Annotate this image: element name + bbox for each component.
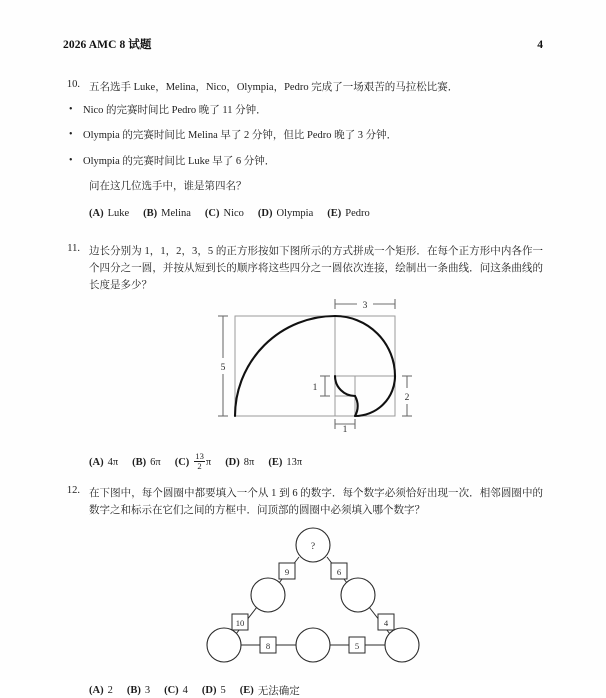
choice-d-value: 5 <box>220 685 226 696</box>
fraction-denominator: 2 <box>197 460 202 471</box>
problem-12 <box>63 485 543 519</box>
choice-b-value: 3 <box>144 685 151 696</box>
problem-10-number: 10. <box>66 79 80 90</box>
choice-e-value: 13π <box>286 456 303 468</box>
square-grid <box>235 316 395 416</box>
dimension-label-top: 3 <box>362 301 368 311</box>
problem-11-statement <box>63 243 543 294</box>
choice-c-value: π <box>205 456 212 468</box>
problem-12-stem: 在下图中，每个圆圈中都要填入一个从 1 到 6 的数字．每个数字必须恰好出现一次．相邻圆圈中的数字之和标示在它们之间的方框中．问顶部的圆圈中必须填入哪个数字？ <box>89 488 543 516</box>
choice-e-value: Pedro <box>345 207 370 219</box>
circle-bottom-left[interactable] <box>207 628 241 662</box>
dimension-label-bottom: 1 <box>342 425 348 435</box>
problem-12-number: 12. <box>66 485 80 496</box>
problem-11-stem: 边长分别为 1，1，2，3，5 的正方形按如下图所示的方式拼成一个矩形．在每个正方形中内各作一个四分之一圆，并按从短到长的顺序将这些四分之一圆依次连接，绘制出一条曲线．问这条曲线的长度是多少？ <box>89 246 543 291</box>
choice-a[interactable] <box>89 457 118 468</box>
choice-d[interactable] <box>202 685 226 696</box>
choice-c-tag: (C) <box>164 685 179 696</box>
choice-b[interactable] <box>127 685 150 696</box>
choice-c-value: 4 <box>182 685 188 696</box>
problem-11-choices <box>89 453 316 471</box>
problem-10-choices <box>63 208 543 219</box>
choice-a-value: 4π <box>107 456 119 468</box>
choice-c[interactable] <box>175 453 211 471</box>
problem-10-statement <box>63 79 543 96</box>
choice-e[interactable] <box>327 208 370 219</box>
page-header <box>63 36 543 52</box>
header-title: 2026 AMC 8 试题 <box>63 39 152 51</box>
dimension-label-left: 5 <box>220 363 226 373</box>
choice-c-fraction <box>194 452 205 470</box>
circle-left-middle[interactable] <box>251 578 285 612</box>
choice-a-value: Luke <box>107 207 130 219</box>
choice-b-tag: (B) <box>132 456 147 468</box>
choice-d-tag: (D) <box>257 207 273 219</box>
choice-a-tag: (A) <box>89 456 104 468</box>
page-number: 4 <box>537 39 543 51</box>
list-item: • Olympia 的完赛时间比 Melina 早了 2 分钟，但比 Pedro 晚了 3 分钟． <box>63 128 543 144</box>
circle-top-label: ? <box>310 542 316 552</box>
choice-b-tag: (B) <box>126 685 141 696</box>
sum-label-top-left: 9 <box>284 567 290 577</box>
choice-e[interactable] <box>240 683 300 698</box>
choice-b[interactable] <box>132 457 161 468</box>
choice-d[interactable] <box>258 208 313 219</box>
choice-b-value: Melina <box>161 207 191 219</box>
choice-c-value: Nico <box>223 207 244 219</box>
choice-d-value: 8π <box>243 456 255 468</box>
sum-label-right: 4 <box>383 618 389 628</box>
choice-e[interactable] <box>268 457 302 468</box>
circle-bottom-middle[interactable] <box>296 628 330 662</box>
choice-a-tag: (A) <box>89 207 104 219</box>
circle-bottom-right[interactable] <box>385 628 419 662</box>
choice-c[interactable] <box>164 685 188 696</box>
choice-d-tag: (D) <box>225 456 240 468</box>
choice-c-tag: (C) <box>174 456 190 468</box>
problem-10 <box>63 79 543 219</box>
choice-c-tag: (C) <box>204 207 220 219</box>
choice-a-value: 2 <box>107 685 113 696</box>
choice-e-value: 无法确定 <box>257 686 300 697</box>
problem-12-choices <box>89 683 314 698</box>
triangle-circles-figure <box>186 527 426 667</box>
dimension-label-right: 2 <box>404 393 410 403</box>
problem-11 <box>63 243 543 294</box>
fibonacci-spiral-figure <box>213 292 428 435</box>
sum-label-left: 10 <box>235 618 245 628</box>
choice-d-tag: (D) <box>201 685 217 696</box>
choice-a-tag: (A) <box>89 685 104 696</box>
sum-label-bottom-right: 5 <box>354 641 360 651</box>
problem-10-bullet-list <box>63 103 543 170</box>
problem-12-statement <box>63 485 543 519</box>
choice-e-tag: (E) <box>268 456 283 468</box>
sum-label-bottom-left: 8 <box>265 641 271 651</box>
choice-d-value: Olympia <box>276 207 314 219</box>
choice-b[interactable] <box>143 208 191 219</box>
spiral-curve <box>235 316 395 416</box>
choice-b-tag: (B) <box>143 207 158 219</box>
dimension-inner <box>320 376 330 396</box>
list-item: • Nico 的完赛时间比 Pedro 晚了 11 分钟． <box>63 103 543 119</box>
choice-e-tag: (E) <box>327 207 342 219</box>
choice-c[interactable] <box>205 208 244 219</box>
choice-e-tag: (E) <box>239 685 254 696</box>
problem-10-stem: 五名选手 Luke，Melina，Nico，Olympia，Pedro 完成了一场艰苦的马拉松比赛． <box>89 82 459 93</box>
problem-11-number: 11. <box>67 243 80 254</box>
choice-b-value: 6π <box>150 456 161 468</box>
fraction-numerator: 13 <box>195 451 204 461</box>
sum-label-top-right: 6 <box>336 567 342 577</box>
choice-a[interactable] <box>89 685 113 696</box>
dimension-label-inner: 1 <box>312 383 318 393</box>
circle-right-middle[interactable] <box>341 578 375 612</box>
choice-a[interactable] <box>89 208 129 219</box>
list-item: • Olympia 的完赛时间比 Luke 早了 6 分钟． <box>63 154 543 170</box>
choice-d[interactable] <box>225 457 254 468</box>
problem-10-question: 问在这几位选手中，谁是第四名？ <box>89 180 247 192</box>
